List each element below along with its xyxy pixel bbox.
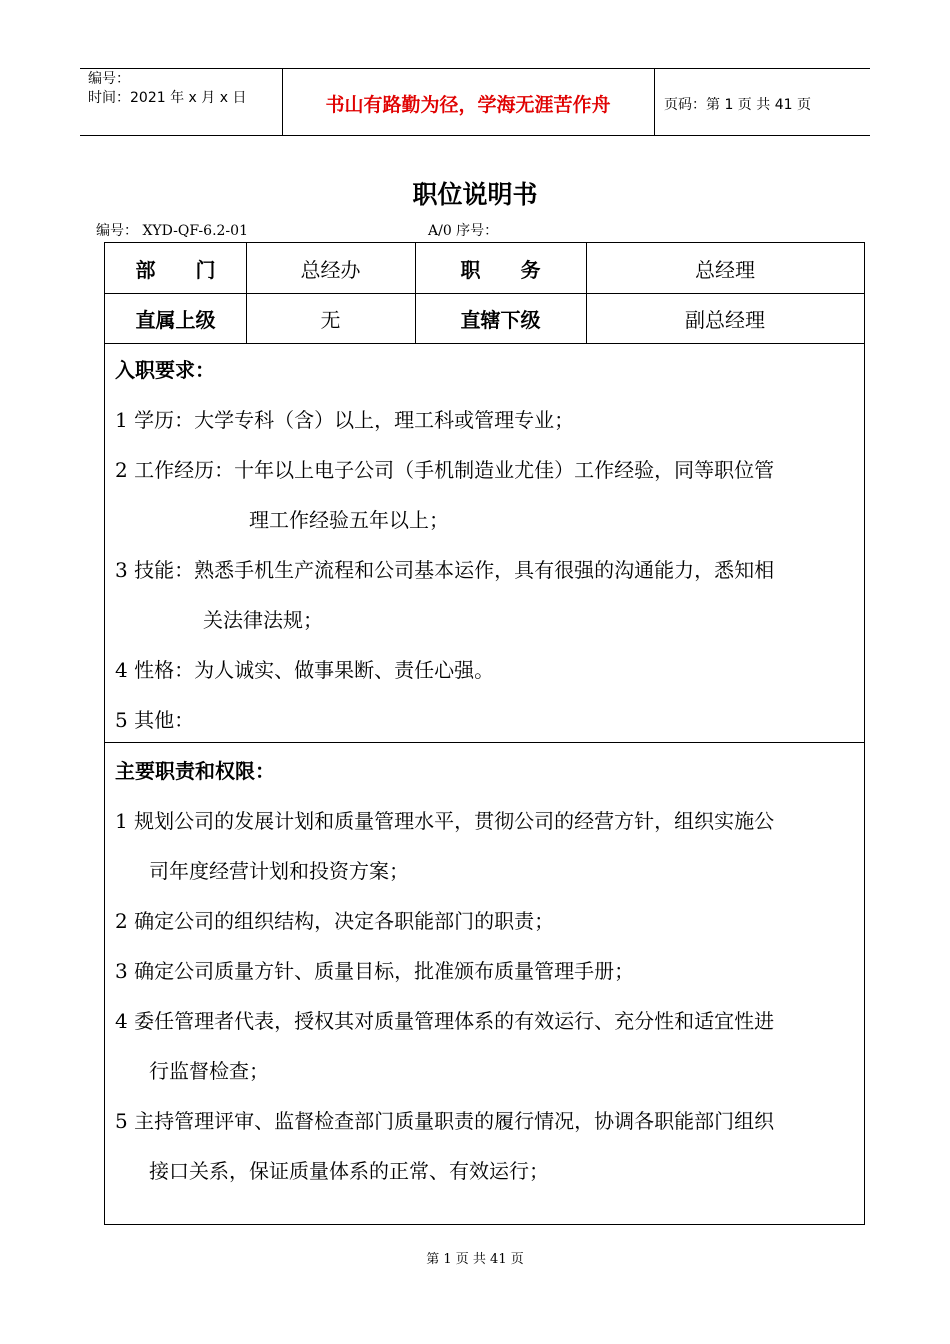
requirement-line: 3 技能：熟悉手机生产流程和公司基本运作，具有很强的沟通能力，悉知相 bbox=[115, 558, 775, 582]
duties-heading: 主要职责和权限： bbox=[115, 759, 275, 783]
requirement-line: 1 学历：大学专科（含）以上，理工科或管理专业； bbox=[115, 408, 575, 432]
department-value: 总经办 bbox=[300, 257, 361, 282]
duty-line: 接口关系，保证质量体系的正常、有效运行； bbox=[149, 1159, 549, 1183]
requirement-line: 4 性格：为人诚实、做事果断、责任心强。 bbox=[115, 658, 495, 682]
superior-label: 直属上级 bbox=[135, 307, 216, 332]
requirement-line: 理工作经验五年以上； bbox=[249, 508, 449, 532]
document-revision: A/0 序号： bbox=[428, 223, 499, 239]
position-value: 总经理 bbox=[695, 257, 755, 282]
requirements-heading: 入职要求： bbox=[115, 358, 215, 382]
document-code: 编号： XYD-QF-6.2-01 bbox=[96, 223, 248, 239]
table-rule bbox=[105, 343, 864, 344]
job-description-table bbox=[104, 242, 865, 1225]
header-bottom-rule bbox=[80, 135, 870, 136]
header-motto: 书山有路勤为径，学海无涯苦作舟 bbox=[325, 94, 611, 116]
duty-line: 4 委任管理者代表，授权其对质量管理体系的有效运行、充分性和适宜性进 bbox=[115, 1009, 775, 1033]
duty-line: 1 规划公司的发展计划和质量管理水平，贯彻公司的经营方针，组织实施公 bbox=[115, 809, 775, 833]
header-top-rule bbox=[80, 68, 870, 69]
subordinate-label: 直辖下级 bbox=[460, 307, 541, 332]
position-label: 职 务 bbox=[460, 257, 541, 282]
requirements-section bbox=[115, 345, 858, 745]
header-info bbox=[88, 70, 246, 108]
header-page-number: 页码：第 1 页 共 41 页 bbox=[664, 97, 811, 113]
department-label: 部 门 bbox=[135, 257, 216, 282]
header-divider bbox=[654, 68, 655, 136]
page-footer: 第 1 页 共 41 页 bbox=[426, 1252, 524, 1267]
duty-line: 3 确定公司质量方针、质量目标，批准颁布质量管理手册； bbox=[115, 959, 635, 983]
document-title: 职位说明书 bbox=[412, 180, 538, 209]
requirement-line: 2 工作经历：十年以上电子公司（手机制造业尤佳）工作经验，同等职位管 bbox=[115, 458, 775, 482]
superior-value: 无 bbox=[320, 307, 341, 332]
time-label: 时间：2021 年 x 月 x 日 bbox=[88, 90, 247, 106]
duty-line: 司年度经营计划和投资方案； bbox=[149, 859, 409, 883]
subordinate-value: 副总经理 bbox=[685, 307, 765, 332]
number-label: 编号： bbox=[88, 71, 130, 87]
duty-line: 2 确定公司的组织结构，决定各职能部门的职责； bbox=[115, 909, 555, 933]
duty-line: 行监督检查； bbox=[149, 1059, 269, 1083]
requirement-line: 5 其他： bbox=[115, 708, 195, 732]
duty-line: 5 主持管理评审、监督检查部门质量职责的履行情况，协调各职能部门组织 bbox=[115, 1109, 775, 1133]
duties-section bbox=[115, 746, 858, 1196]
requirement-line: 关法律法规； bbox=[203, 608, 323, 632]
